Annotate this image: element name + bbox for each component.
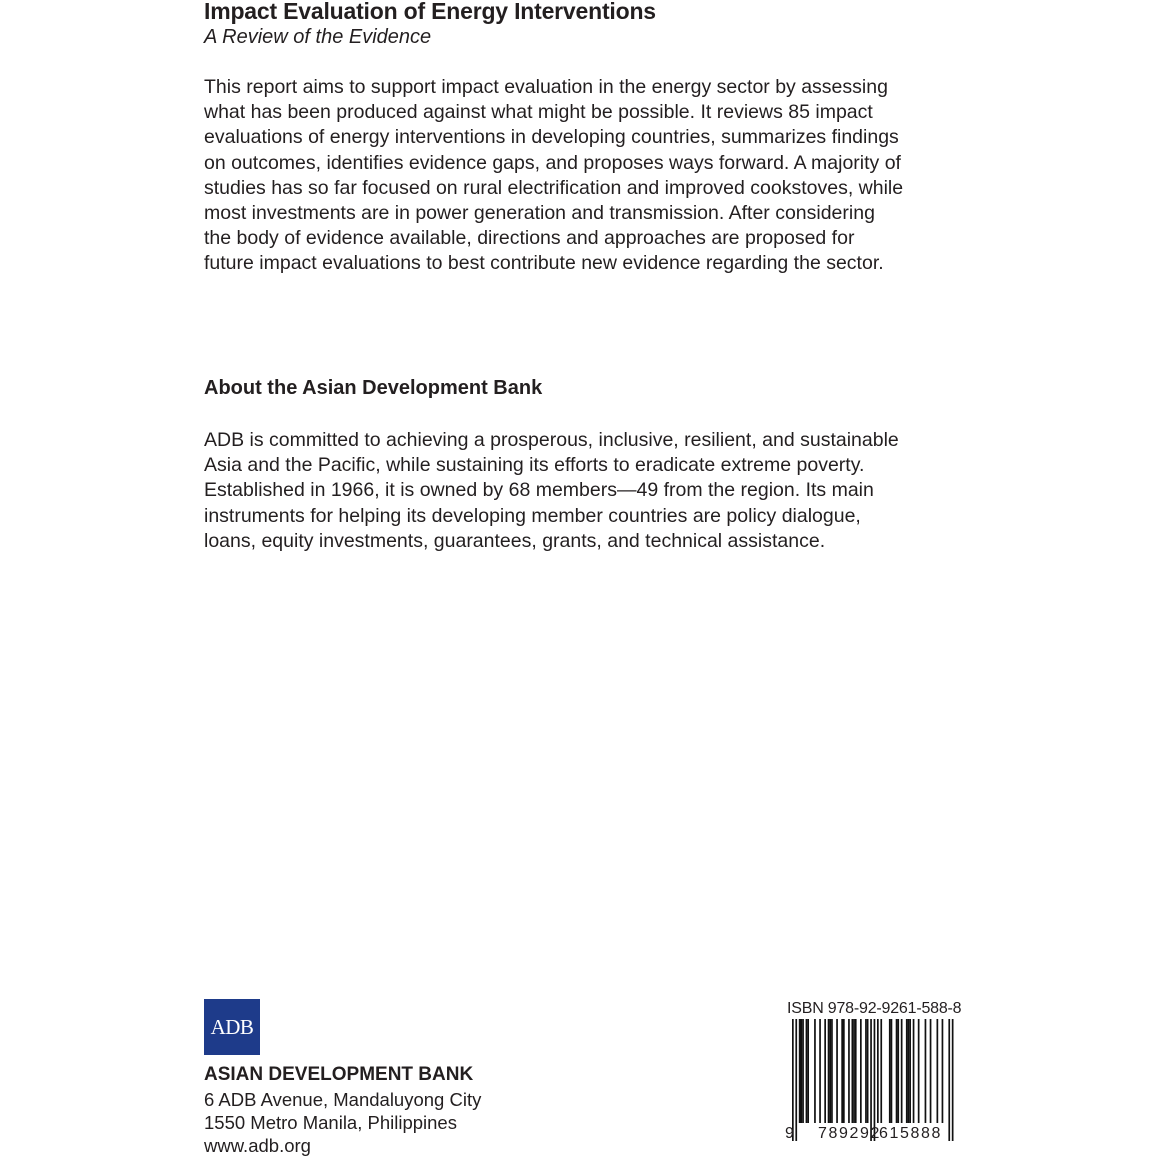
barcode-bar	[918, 1019, 920, 1123]
about-line: Asia and the Pacific, while sustaining its efforts to eradicate extreme poverty.	[204, 454, 865, 477]
report-subtitle: A Review of the Evidence	[204, 26, 432, 48]
barcode-digits-right: 615888	[879, 1125, 942, 1142]
barcode-bar	[867, 1019, 869, 1123]
barcode-bar	[937, 1019, 939, 1123]
barcode-bar	[896, 1019, 898, 1123]
barcode-bar	[908, 1019, 910, 1123]
barcode-bar	[855, 1019, 857, 1123]
barcode-bar	[860, 1019, 862, 1123]
adb-logo: ADB	[204, 999, 260, 1055]
summary-line: studies has so far focused on rural electrification and improved cookstoves, while	[204, 176, 904, 199]
address-line: 6 ADB Avenue, Mandaluyong City	[204, 1089, 482, 1110]
barcode-bar	[930, 1019, 932, 1123]
barcode-bar	[819, 1019, 821, 1123]
about-paragraph	[204, 428, 899, 554]
barcode-bar	[792, 1019, 794, 1141]
barcode-bar	[799, 1019, 801, 1123]
about-line: instruments for helping its developing member countries are policy dialogue,	[204, 504, 861, 527]
about-line: Established in 1966, it is owned by 68 members—49 from the region. Its main	[204, 479, 874, 502]
barcode-bar	[806, 1019, 808, 1123]
barcode-bar	[952, 1019, 954, 1141]
barcode-bar	[897, 1019, 899, 1123]
barcode-bar	[942, 1019, 944, 1123]
barcode-bar	[831, 1019, 833, 1123]
barcode-bar	[824, 1019, 826, 1123]
barcode-bar	[814, 1019, 816, 1123]
barcode-bar	[948, 1019, 950, 1141]
barcode-bar	[795, 1019, 797, 1141]
barcode-bar	[843, 1019, 845, 1123]
about-heading: About the Asian Development Bank	[204, 377, 543, 399]
barcode-bar	[889, 1019, 891, 1123]
barcode-bar	[829, 1019, 831, 1123]
barcode-bar	[802, 1019, 804, 1123]
summary-line: evaluations of energy interventions in developing countries, summarizes findings	[204, 126, 899, 149]
about-line: ADB is committed to achieving a prosperous, inclusive, resilient, and sustainable	[204, 429, 899, 451]
report-summary	[204, 75, 903, 277]
summary-line: This report aims to support impact evaluation in the energy sector by assessing	[204, 76, 888, 98]
barcode-bar	[801, 1019, 803, 1123]
barcode-bar	[874, 1019, 876, 1141]
barcode-bar	[836, 1019, 838, 1123]
summary-line: what has been produced against what might be possible. It reviews 85 impact	[204, 101, 873, 124]
barcode-digit-first: 9	[785, 1125, 796, 1142]
barcode-bar	[891, 1019, 893, 1123]
barcode-bar	[853, 1019, 855, 1123]
barcode-bar	[877, 1019, 879, 1123]
about-line: loans, equity investments, guarantees, grants, and technical assistance.	[204, 529, 826, 552]
barcode-bar	[852, 1019, 854, 1123]
barcode-bar	[906, 1019, 908, 1123]
summary-line: on outcomes, identifies evidence gaps, and proposes ways forward. A majority of	[204, 151, 901, 174]
barcode-bar	[870, 1019, 872, 1141]
barcode-bar	[925, 1019, 927, 1123]
barcode-bar	[909, 1019, 911, 1123]
isbn-label: ISBN 978-92-9261-588-8	[787, 1000, 962, 1017]
barcode-bar	[828, 1019, 830, 1123]
publisher-name: ASIAN DEVELOPMENT BANK	[204, 1064, 474, 1085]
barcode-bar	[848, 1019, 850, 1123]
address-line: 1550 Metro Manila, Philippines	[204, 1112, 457, 1133]
summary-line: future impact evaluations to best contribute new evidence regarding the sector.	[204, 252, 884, 275]
barcode-bar	[807, 1019, 809, 1123]
barcode-digits-left: 789292	[818, 1125, 881, 1142]
summary-line: most investments are in power generation and transmission. After considering	[204, 202, 875, 225]
barcode-bar	[913, 1019, 915, 1123]
barcode-bar	[865, 1019, 867, 1123]
barcode-bar	[841, 1019, 843, 1123]
website-link[interactable]: www.adb.org	[204, 1135, 311, 1156]
barcode-bar	[901, 1019, 903, 1123]
report-title: Impact Evaluation of Energy Interventions	[204, 0, 656, 24]
barcode-bar	[880, 1019, 882, 1123]
summary-line: the body of evidence available, directions and approaches are proposed for	[204, 227, 855, 250]
